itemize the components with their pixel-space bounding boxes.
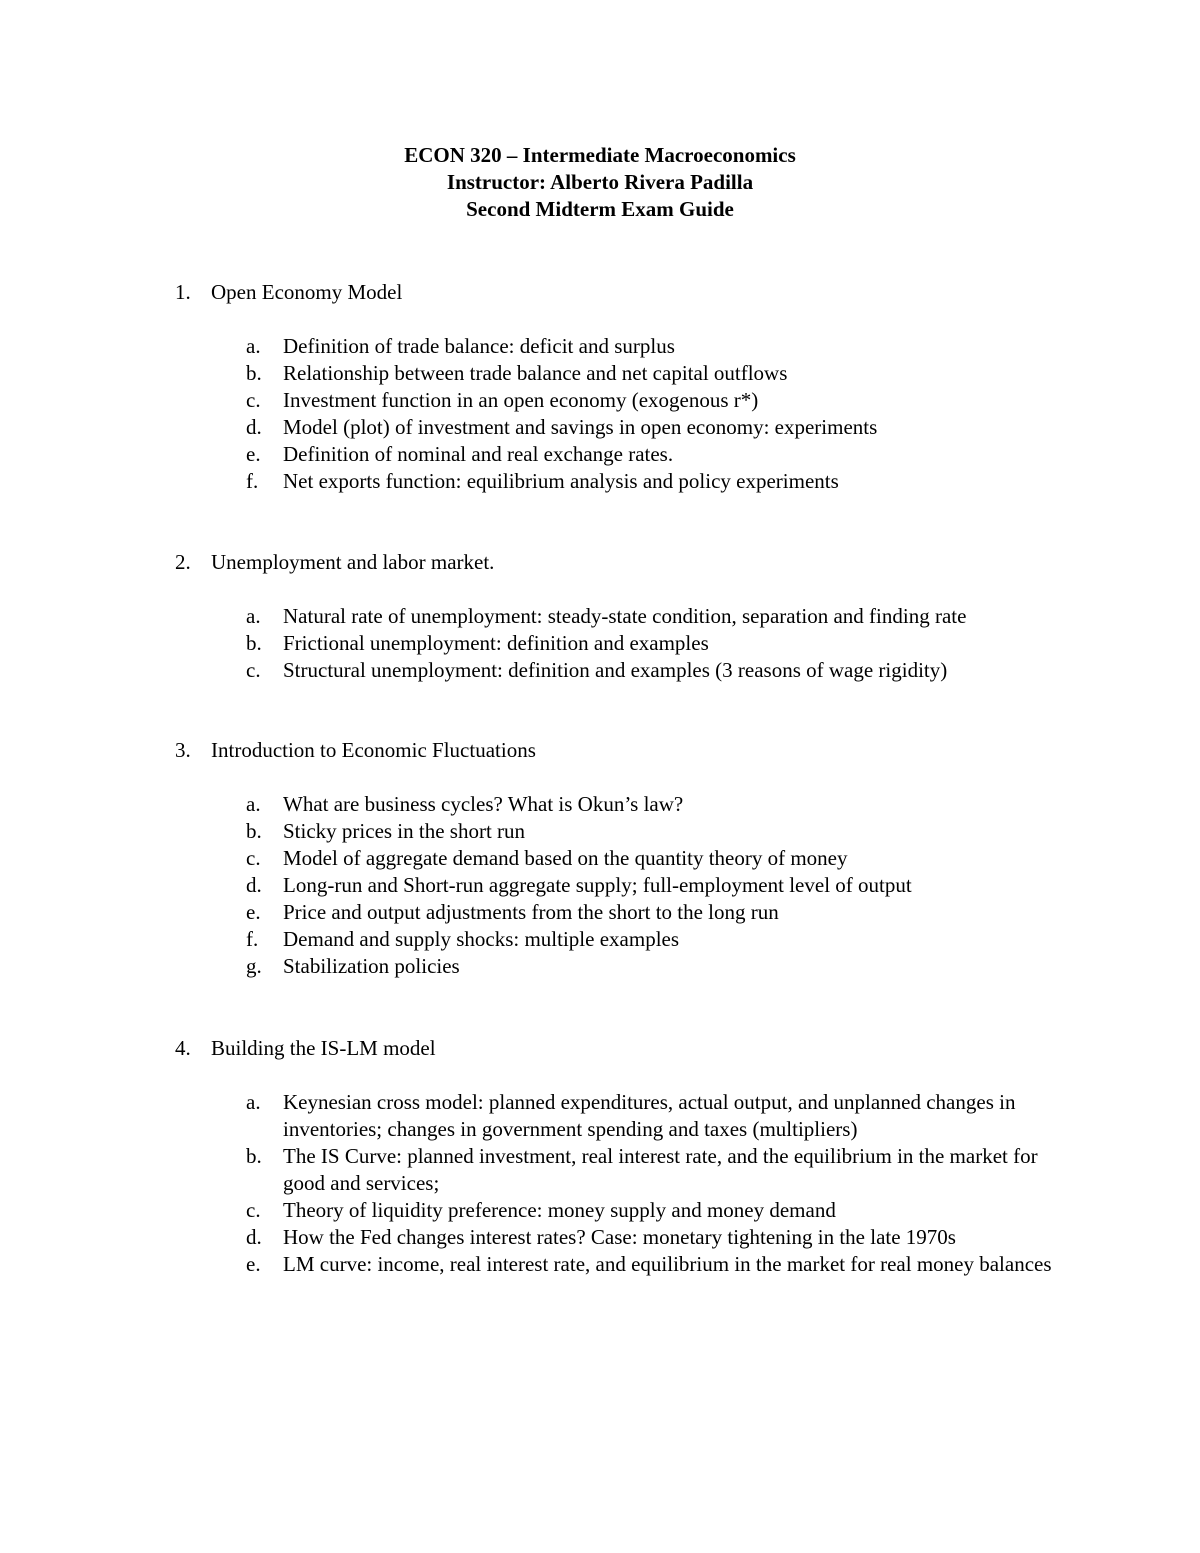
list-item <box>0 1197 1200 1224</box>
item-letter: a. <box>246 334 261 358</box>
section-is-lm-model <box>0 1035 1200 1276</box>
item-letter: a. <box>246 792 261 816</box>
section-title: Building the IS-LM model <box>211 1036 436 1060</box>
list-item <box>0 1224 1200 1251</box>
list-item <box>0 387 1200 414</box>
list-item <box>0 818 1200 845</box>
list-item <box>0 845 1200 872</box>
item-letter: d. <box>246 415 262 439</box>
section-heading <box>0 737 1200 764</box>
list-item <box>0 899 1200 926</box>
item-letter: e. <box>246 900 261 924</box>
list-item <box>0 926 1200 953</box>
item-letter: b. <box>246 819 262 843</box>
guide-title: Second Midterm Exam Guide <box>466 197 734 221</box>
list-item <box>0 360 1200 387</box>
list-item <box>0 468 1200 495</box>
item-letter: b. <box>246 1144 262 1168</box>
section-heading <box>0 279 1200 306</box>
item-text: Frictional unemployment: definition and examples <box>283 631 709 655</box>
list-item <box>0 333 1200 360</box>
list-item <box>0 1089 1200 1143</box>
item-letter: c. <box>246 658 261 682</box>
list-item <box>0 791 1200 818</box>
list-item <box>0 1251 1200 1278</box>
item-text: Definition of nominal and real exchange rates. <box>283 442 674 466</box>
item-letter: c. <box>246 1198 261 1222</box>
item-text: Definition of trade balance: deficit and surplus <box>283 334 675 358</box>
instructor-line: Instructor: Alberto Rivera Padilla <box>446 170 754 194</box>
section-title: Open Economy Model <box>211 280 403 304</box>
item-text: Relationship between trade balance and net capital outflows <box>283 361 788 385</box>
document-header <box>0 142 1200 223</box>
section-items <box>0 1089 1200 1278</box>
course-title: ECON 320 – Intermediate Macroeconomics <box>404 143 796 167</box>
item-letter: d. <box>246 1225 262 1249</box>
list-item <box>0 630 1200 657</box>
item-letter: c. <box>246 388 261 412</box>
list-item <box>0 603 1200 630</box>
item-text: Keynesian cross model: planned expenditures, actual output, and unplanned changes in inventories; changes in government spending and taxes (multipliers) <box>283 1090 1016 1141</box>
item-letter: b. <box>246 361 262 385</box>
list-item <box>0 1143 1200 1197</box>
item-text: Stabilization policies <box>283 954 460 978</box>
section-number: 3. <box>175 738 191 762</box>
section-heading <box>0 1035 1200 1062</box>
section-economic-fluctuations <box>0 737 1200 978</box>
list-item <box>0 657 1200 684</box>
section-open-economy <box>0 279 1200 493</box>
item-letter: e. <box>246 1252 261 1276</box>
item-text: Sticky prices in the short run <box>283 819 526 843</box>
list-item <box>0 414 1200 441</box>
section-number: 4. <box>175 1036 191 1060</box>
list-item <box>0 872 1200 899</box>
item-letter: c. <box>246 846 261 870</box>
item-text: Natural rate of unemployment: steady-state condition, separation and finding rate <box>283 604 967 628</box>
list-item <box>0 953 1200 980</box>
section-number: 2. <box>175 550 191 574</box>
item-text: Net exports function: equilibrium analysis and policy experiments <box>283 469 839 493</box>
item-letter: f. <box>246 469 259 493</box>
item-text: What are business cycles? What is Okun’s law? <box>283 792 684 816</box>
section-heading <box>0 549 1200 576</box>
item-text: Demand and supply shocks: multiple examples <box>283 927 680 951</box>
section-items <box>0 333 1200 495</box>
section-unemployment <box>0 549 1200 682</box>
item-text: Theory of liquidity preference: money supply and money demand <box>283 1198 836 1222</box>
item-letter: a. <box>246 1090 261 1114</box>
list-item <box>0 441 1200 468</box>
item-text: How the Fed changes interest rates? Case: monetary tightening in the late 1970s <box>283 1225 956 1249</box>
section-items <box>0 791 1200 980</box>
section-items <box>0 603 1200 684</box>
item-text: Model of aggregate demand based on the quantity theory of money <box>283 846 848 870</box>
item-text: The IS Curve: planned investment, real interest rate, and the equilibrium in the market for good and services; <box>283 1144 1038 1195</box>
item-letter: d. <box>246 873 262 897</box>
item-letter: a. <box>246 604 261 628</box>
item-text: Long-run and Short-run aggregate supply; full-employment level of output <box>283 873 912 897</box>
item-text: Structural unemployment: definition and examples (3 reasons of wage rigidity) <box>283 658 948 682</box>
item-text: Price and output adjustments from the short to the long run <box>283 900 779 924</box>
item-text: Investment function in an open economy (exogenous r*) <box>283 388 759 412</box>
section-number: 1. <box>175 280 191 304</box>
item-letter: g. <box>246 954 262 978</box>
item-text: LM curve: income, real interest rate, and equilibrium in the market for real money balances <box>283 1252 1052 1276</box>
section-title: Introduction to Economic Fluctuations <box>211 738 536 762</box>
item-letter: f. <box>246 927 259 951</box>
item-letter: b. <box>246 631 262 655</box>
item-text: Model (plot) of investment and savings in open economy: experiments <box>283 415 878 439</box>
section-title: Unemployment and labor market. <box>211 550 495 574</box>
item-letter: e. <box>246 442 261 466</box>
